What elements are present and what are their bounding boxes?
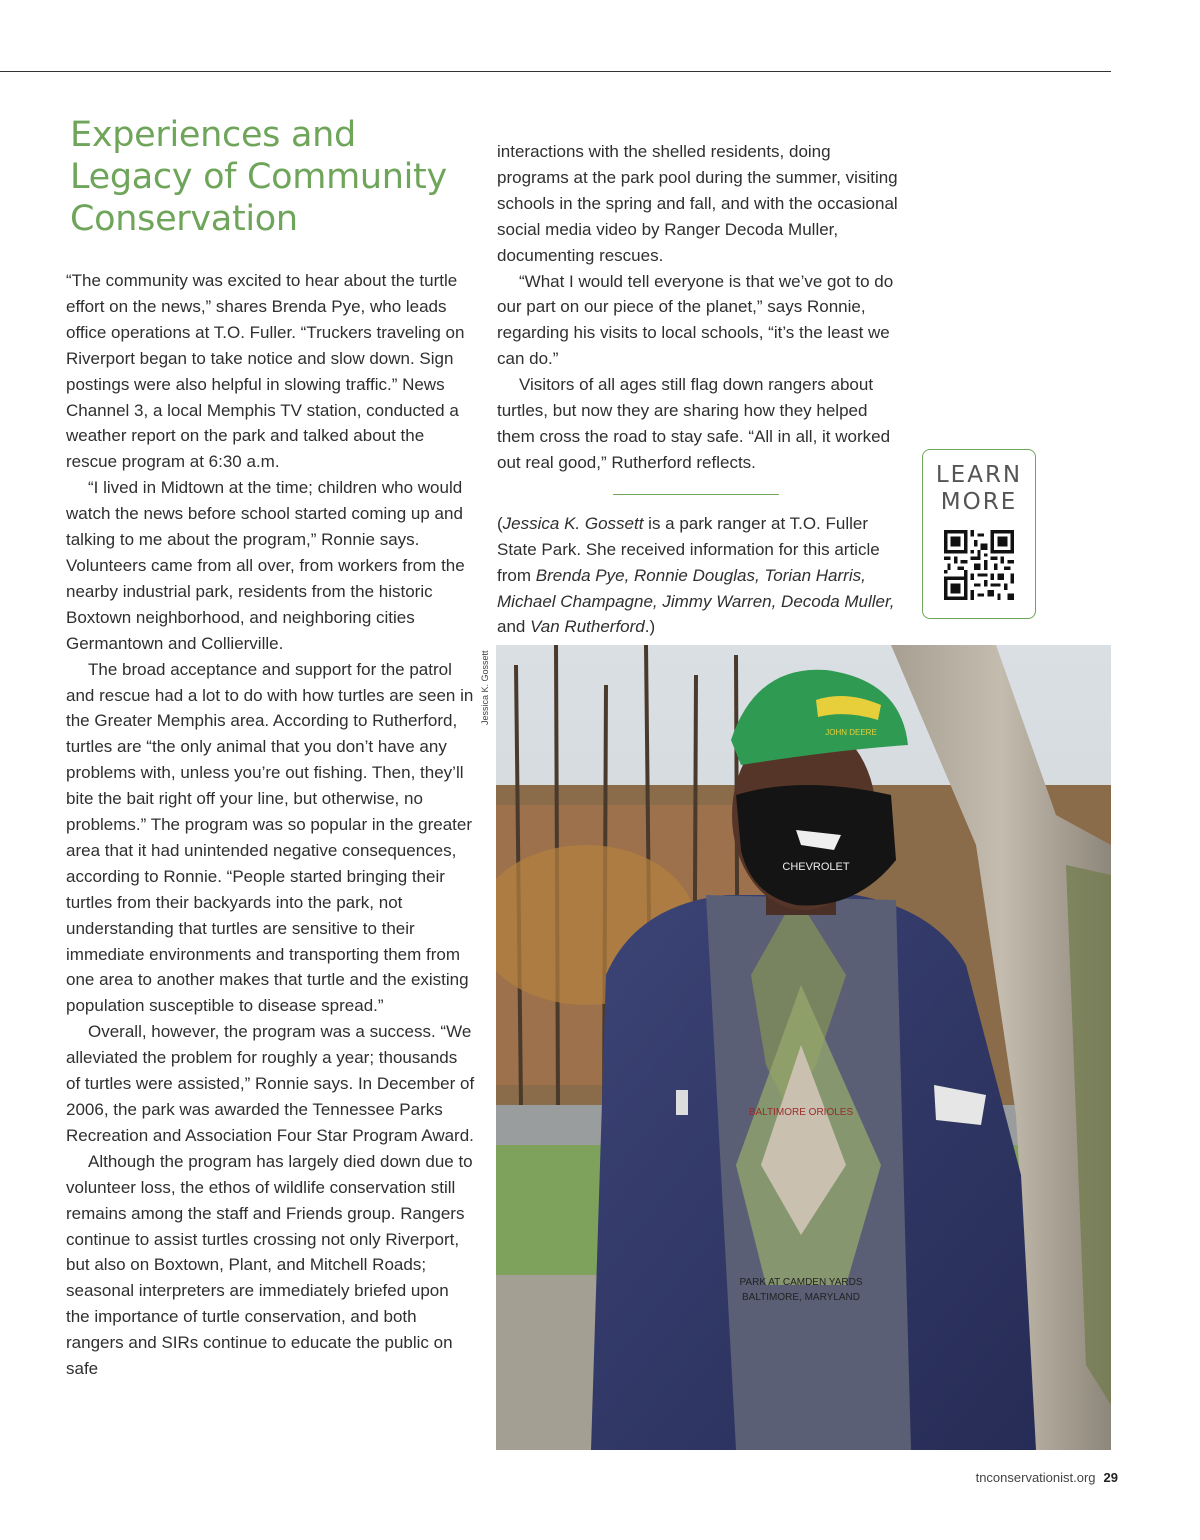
- bio-author: Jessica K. Gossett: [502, 513, 644, 533]
- mask-logo-text: CHEVROLET: [782, 861, 850, 873]
- author-bio: [497, 511, 905, 641]
- shirt-text-park: PARK AT CAMDEN YARDS: [739, 1277, 863, 1288]
- paragraph: “The community was excited to hear about the turtle effort on the news,” shares Brenda Pye, who leads office operations at T.O. Fuller. “Truckers traveling on Riverport began to take notice and slow down. Sign postings were also helpful in slowing traffic.” News Channel 3, a local Memphis TV station, conducted a weather report on the park and talked about the rescue program at 6:30 a.m.: [66, 271, 465, 472]
- shirt-text-top: BALTIMORE ORIOLES: [748, 1107, 854, 1118]
- bio-and: and: [497, 617, 531, 637]
- ranger-photo: [496, 645, 1111, 1450]
- paragraph: “What I would tell everyone is that we’ve got to do our part on our piece of the planet,” says Ronnie, regarding his visits to local schools, “it’s the least we can do.”: [497, 271, 894, 369]
- top-rule: [0, 71, 1111, 72]
- paragraph: Although the program has largely died down due to volunteer loss, the ethos of wildlife conservation still remains among the staff and Friends group. Rangers continue to assist turtles crossing not only Riverport, but also on Boxtown, Plant, and Mitchell Roads; seasonal interpreters are immediately briefed upon the importance of turtle conservation, and both rangers and SIRs continue to educate the public on safe: [66, 1151, 473, 1379]
- left-column: [66, 268, 476, 1382]
- cap-logo-text: JOHN DEERE: [825, 728, 877, 737]
- paragraph: The broad acceptance and support for the patrol and rescue had a lot to do with how turtles are seen in the Greater Memphis area. According to Rutherford, turtles are “the only animal that you don’t have any problems with, unless you’re out fishing. Then, they’ll bite the bait right off your line, but otherwise, no problems.” The program was so popular in the greater area that it had unintended negative consequences, according to Ronnie. “People started bringing their turtles from their backyards into the park, not understanding that turtles are sensitive to their immediate environments and transporting them from one area to another makes that turtle and the existing population susceptible to disease spread.”: [66, 659, 474, 1016]
- footer-site: tnconservationist.org: [975, 1470, 1096, 1485]
- paragraph: “I lived in Midtown at the time; children who would watch the news before school started coming up and talking to me about the program,” Ronnie says. Volunteers came from all over, from workers from the nearby industrial park, residents from the historic Boxtown neighborhood, and neighboring cities Germantown and Collierville.: [66, 478, 465, 653]
- bio-open: (: [497, 513, 503, 533]
- paragraph: interactions with the shelled residents, doing programs at the park pool during the summer, visiting schools in the spring and fall, and with the occasional social media video by Ranger Decoda Muller, documenting rescues.: [497, 142, 898, 265]
- page-footer: [976, 1470, 1118, 1485]
- article-title: Experiences and Legacy of Community Conservation: [70, 115, 447, 239]
- bio-last-source: Van Rutherford: [530, 617, 645, 637]
- page-number: 29: [1103, 1470, 1118, 1485]
- learn-more-box[interactable]: [922, 449, 1036, 619]
- paragraph: Visitors of all ages still flag down rangers about turtles, but now they are sharing how they helped them cross the road to stay safe. “All in all, it worked out real good,” Rutherford reflects.: [497, 375, 891, 472]
- bio-text: is a park ranger at T.O. Fuller State Park. She received information for this article from: [497, 513, 880, 585]
- bio-close: .): [644, 617, 656, 637]
- bio-sources: Brenda Pye, Ronnie Douglas, Torian Harris, Michael Champagne, Jimmy Warren, Decoda Muller,: [497, 565, 895, 611]
- shirt-text-city: BALTIMORE, MARYLAND: [742, 1292, 860, 1303]
- section-divider: [613, 494, 779, 495]
- paragraph: Overall, however, the program was a success. “We alleviated the problem for roughly a year; thousands of turtles were assisted,” Ronnie says. In December of 2006, the park was awarded the Tennessee Parks Recreation and Association Four Star Program Award.: [66, 1022, 475, 1145]
- right-column: [497, 139, 905, 640]
- photo-credit: Jessica K. Gossett: [480, 650, 490, 725]
- learn-more-label: LEARN MORE: [935, 462, 1023, 515]
- qr-code-icon[interactable]: [944, 530, 1014, 600]
